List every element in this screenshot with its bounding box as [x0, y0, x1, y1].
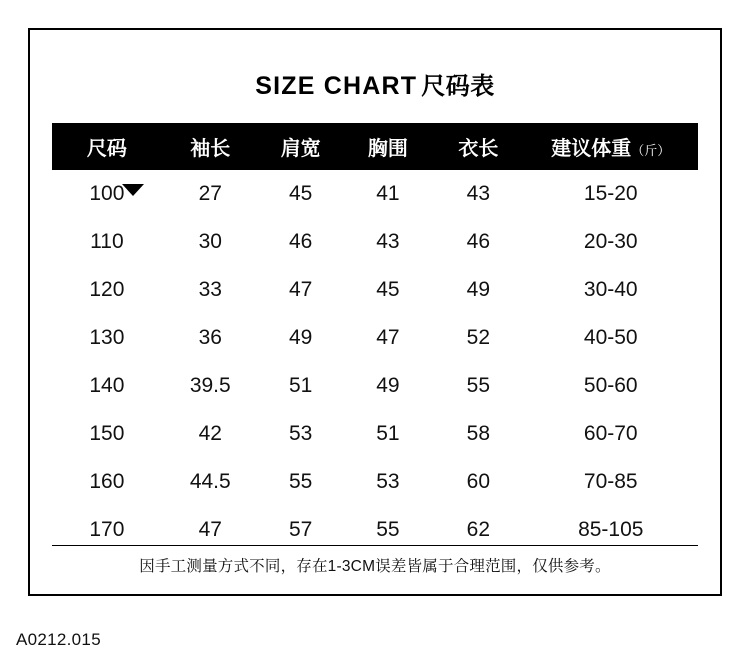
cell-size: 110 — [90, 230, 124, 253]
cell-bust: 51 — [376, 422, 400, 445]
measurement-note: 因手工测量方式不同，存在1-3CM误差皆属于合理范围，仅供参考。 — [139, 558, 611, 575]
cell-weight: 40-50 — [583, 326, 638, 349]
size-chart-card — [28, 28, 722, 596]
table-row — [52, 314, 698, 362]
cell-shoulder: 55 — [289, 470, 313, 493]
table-row — [52, 170, 698, 218]
cell-sleeve: 44.5 — [189, 470, 231, 493]
cell-bust: 47 — [376, 326, 400, 349]
column-header-shoulder-label: 肩宽 — [280, 138, 321, 160]
cell-size: 170 — [89, 518, 125, 541]
title-english: SIZE CHART — [255, 72, 418, 100]
cell-sleeve: 30 — [198, 230, 222, 253]
column-header-weight-label: 建议体重 — [551, 138, 632, 160]
table-row — [52, 506, 698, 554]
column-header-length — [433, 123, 523, 170]
triangle-pointer-icon — [122, 184, 144, 196]
cell-weight: 70-85 — [583, 470, 638, 493]
cell-length: 62 — [466, 518, 490, 541]
cell-size: 160 — [89, 470, 125, 493]
cell-sleeve: 27 — [198, 182, 222, 205]
cell-weight: 60-70 — [583, 422, 638, 445]
cell-sleeve: 36 — [198, 326, 222, 349]
table-header-row — [52, 123, 698, 170]
column-header-bust — [343, 123, 433, 170]
note-divider — [52, 545, 698, 546]
column-header-shoulder — [259, 123, 343, 170]
cell-bust: 43 — [376, 230, 400, 253]
column-header-bust-label: 胸围 — [367, 138, 408, 160]
cell-length: 58 — [466, 422, 490, 445]
cell-length: 55 — [466, 374, 490, 397]
title-chinese: 尺码表 — [421, 73, 495, 100]
cell-shoulder: 47 — [289, 278, 313, 301]
table-body — [52, 170, 698, 554]
cell-shoulder: 49 — [289, 326, 313, 349]
cell-length: 52 — [466, 326, 490, 349]
size-table — [52, 123, 698, 554]
cell-length: 43 — [466, 182, 490, 205]
cell-bust: 49 — [376, 374, 400, 397]
cell-sleeve: 33 — [198, 278, 222, 301]
table-row — [52, 362, 698, 410]
cell-length: 60 — [466, 470, 490, 493]
cell-sleeve: 39.5 — [189, 374, 231, 397]
cell-size: 100 — [89, 182, 125, 205]
cell-size: 130 — [89, 326, 125, 349]
cell-weight: 15-20 — [583, 182, 638, 205]
table-row — [52, 410, 698, 458]
column-header-length-label: 衣长 — [458, 138, 499, 160]
cell-bust: 55 — [376, 518, 400, 541]
column-header-sleeve-label: 袖长 — [190, 138, 231, 160]
table-row — [52, 218, 698, 266]
product-code: A0212.015 — [16, 630, 101, 649]
cell-shoulder: 57 — [289, 518, 313, 541]
cell-bust: 41 — [376, 182, 400, 205]
table-row — [52, 458, 698, 506]
column-header-sleeve — [162, 123, 259, 170]
cell-shoulder: 53 — [289, 422, 313, 445]
cell-size: 120 — [89, 278, 125, 301]
cell-bust: 45 — [376, 278, 400, 301]
cell-length: 49 — [466, 278, 490, 301]
cell-sleeve: 47 — [198, 518, 222, 541]
column-header-weight — [524, 123, 698, 170]
cell-sleeve: 42 — [198, 422, 222, 445]
cell-shoulder: 45 — [289, 182, 313, 205]
cell-size: 140 — [89, 374, 125, 397]
cell-shoulder: 46 — [289, 230, 313, 253]
table-row — [52, 266, 698, 314]
cell-size: 150 — [89, 422, 125, 445]
table-header — [52, 123, 698, 170]
column-header-size — [52, 123, 162, 170]
cell-weight: 30-40 — [583, 278, 638, 301]
cell-length: 46 — [466, 230, 490, 253]
cell-weight: 85-105 — [578, 518, 644, 541]
size-table-wrapper — [52, 123, 698, 554]
cell-weight: 20-30 — [583, 230, 638, 253]
cell-shoulder: 51 — [289, 374, 313, 397]
chart-title — [30, 66, 720, 101]
column-header-weight-unit: （斤） — [631, 143, 671, 159]
cell-bust: 53 — [376, 470, 400, 493]
cell-weight: 50-60 — [583, 374, 638, 397]
column-header-size-label: 尺码 — [86, 138, 127, 160]
